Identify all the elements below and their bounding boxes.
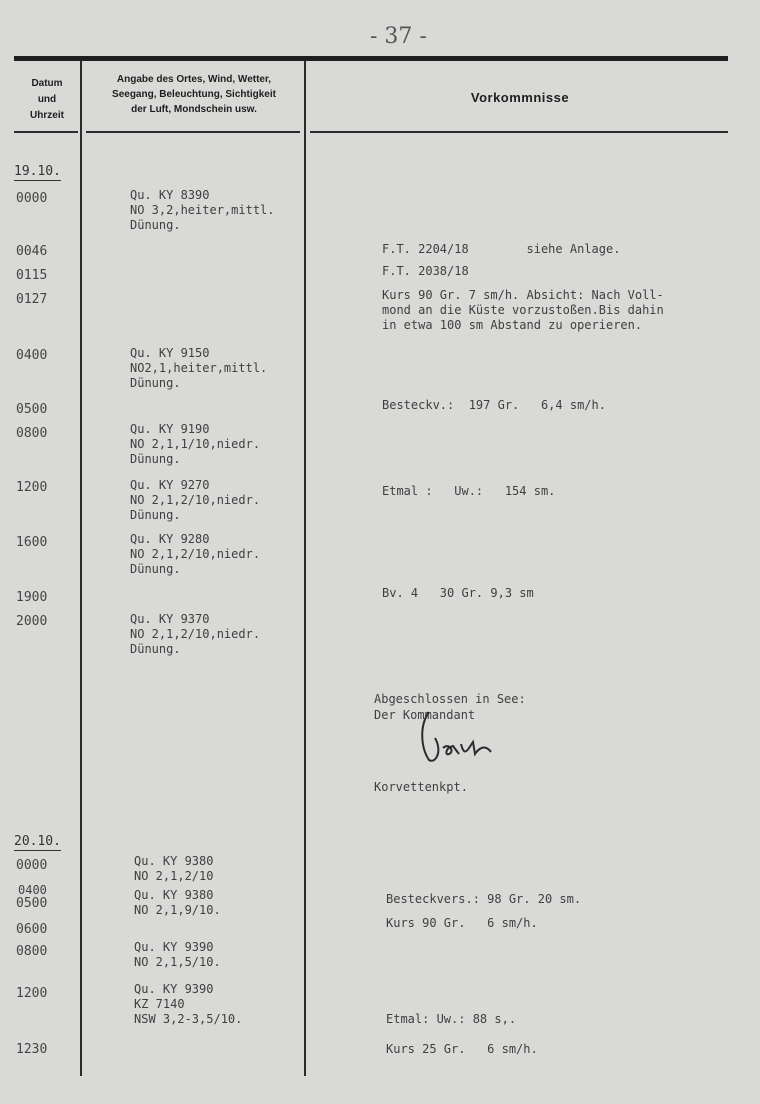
place-entry: Qu. KY 9390 KZ 7140 NSW 3,2-3,5/10. [134, 982, 243, 1026]
event-entry: Kurs 25 Gr. 6 sm/h. [386, 1042, 538, 1056]
header-place: Angabe des Ortes, Wind, Wetter, Seegang, Beleuchtung, Sichtigkeit der Luft, Mondschein usw. [112, 74, 276, 115]
place-entry: Qu. KY 9380 NO 2,1,9/10. [134, 888, 221, 917]
page-number: - 37 - [370, 24, 427, 49]
column-divider-1 [80, 60, 82, 1076]
time-entry: 1200 [16, 480, 48, 495]
place-entry: Qu. KY 9190 NO 2,1,1/10,niedr. Dünung. [130, 422, 261, 466]
header-events: Vorkommnisse [470, 90, 570, 105]
header-rule-place [86, 131, 300, 133]
time-entry: 1900 [16, 590, 48, 605]
place-entry: Qu. KY 9390 NO 2,1,5/10. [134, 940, 221, 969]
event-entry: F.T. 2204/18 siehe Anlage. [382, 242, 621, 256]
time-entry: 1230 [16, 1042, 48, 1057]
time-entry: 0600 [16, 922, 48, 937]
time-entry: 0500 [16, 896, 48, 911]
time-entry: 0400 [18, 883, 47, 897]
event-entry: Kurs 90 Gr. 7 sm/h. Absicht: Nach Voll- mond an die Küste vorzustoßen.Bis dahin in etwa 100 sm Abstand zu operieren. [382, 288, 664, 332]
place-entry: Qu. KY 9370 NO 2,1,2/10,niedr. Dünung. [130, 612, 261, 656]
place-entry: Qu. KY 8390 NO 3,2,heiter,mittl. Dünung. [130, 188, 275, 232]
header-rule-date [14, 131, 78, 133]
event-entry: Etmal: Uw.: 88 s,. [386, 1012, 517, 1026]
header-rule-events [310, 131, 728, 133]
time-entry: 1600 [16, 535, 48, 550]
event-entry: Besteckv.: 197 Gr. 6,4 sm/h. [382, 398, 606, 412]
place-entry: Qu. KY 9150 NO2,1,heiter,mittl. Dünung. [130, 346, 268, 390]
place-entry: Qu. KY 9270 NO 2,1,2/10,niedr. Dünung. [130, 478, 261, 522]
time-entry: 0115 [16, 268, 48, 283]
time-entry: 0000 [16, 858, 48, 873]
closing-rank: Korvettenkpt. [374, 780, 468, 794]
event-entry: F.T. 2038/18 [382, 264, 469, 278]
time-entry: 0127 [16, 292, 48, 307]
time-entry: 0800 [16, 426, 48, 441]
header-date: Datum und Uhrzeit [30, 78, 64, 121]
event-entry: Etmal : Uw.: 154 sm. [382, 484, 556, 498]
date-day1: 19.10. [14, 164, 61, 179]
time-entry: 0046 [16, 244, 48, 259]
place-entry: Qu. KY 9280 NO 2,1,2/10,niedr. Dünung. [130, 532, 261, 576]
event-entry: Besteckvers.: 98 Gr. 20 sm. [386, 892, 582, 906]
column-divider-2 [304, 60, 306, 1076]
time-entry: 1200 [16, 986, 48, 1001]
closing-line-1: Abgeschlossen in See: [374, 692, 526, 706]
time-entry: 2000 [16, 614, 48, 629]
time-entry: 0500 [16, 402, 48, 417]
time-entry: 0400 [16, 348, 48, 363]
place-entry: Qu. KY 9380 NO 2,1,2/10 [134, 854, 214, 883]
event-entry: Kurs 90 Gr. 6 sm/h. [386, 916, 538, 930]
event-entry: Bv. 4 30 Gr. 9,3 sm [382, 586, 534, 600]
time-entry: 0800 [16, 944, 48, 959]
time-entry: 0000 [16, 191, 48, 206]
date-day2: 20.10. [14, 834, 61, 849]
closing-line-2: Der Kommandant [374, 708, 476, 722]
signature [415, 708, 505, 768]
top-rule [14, 56, 728, 61]
